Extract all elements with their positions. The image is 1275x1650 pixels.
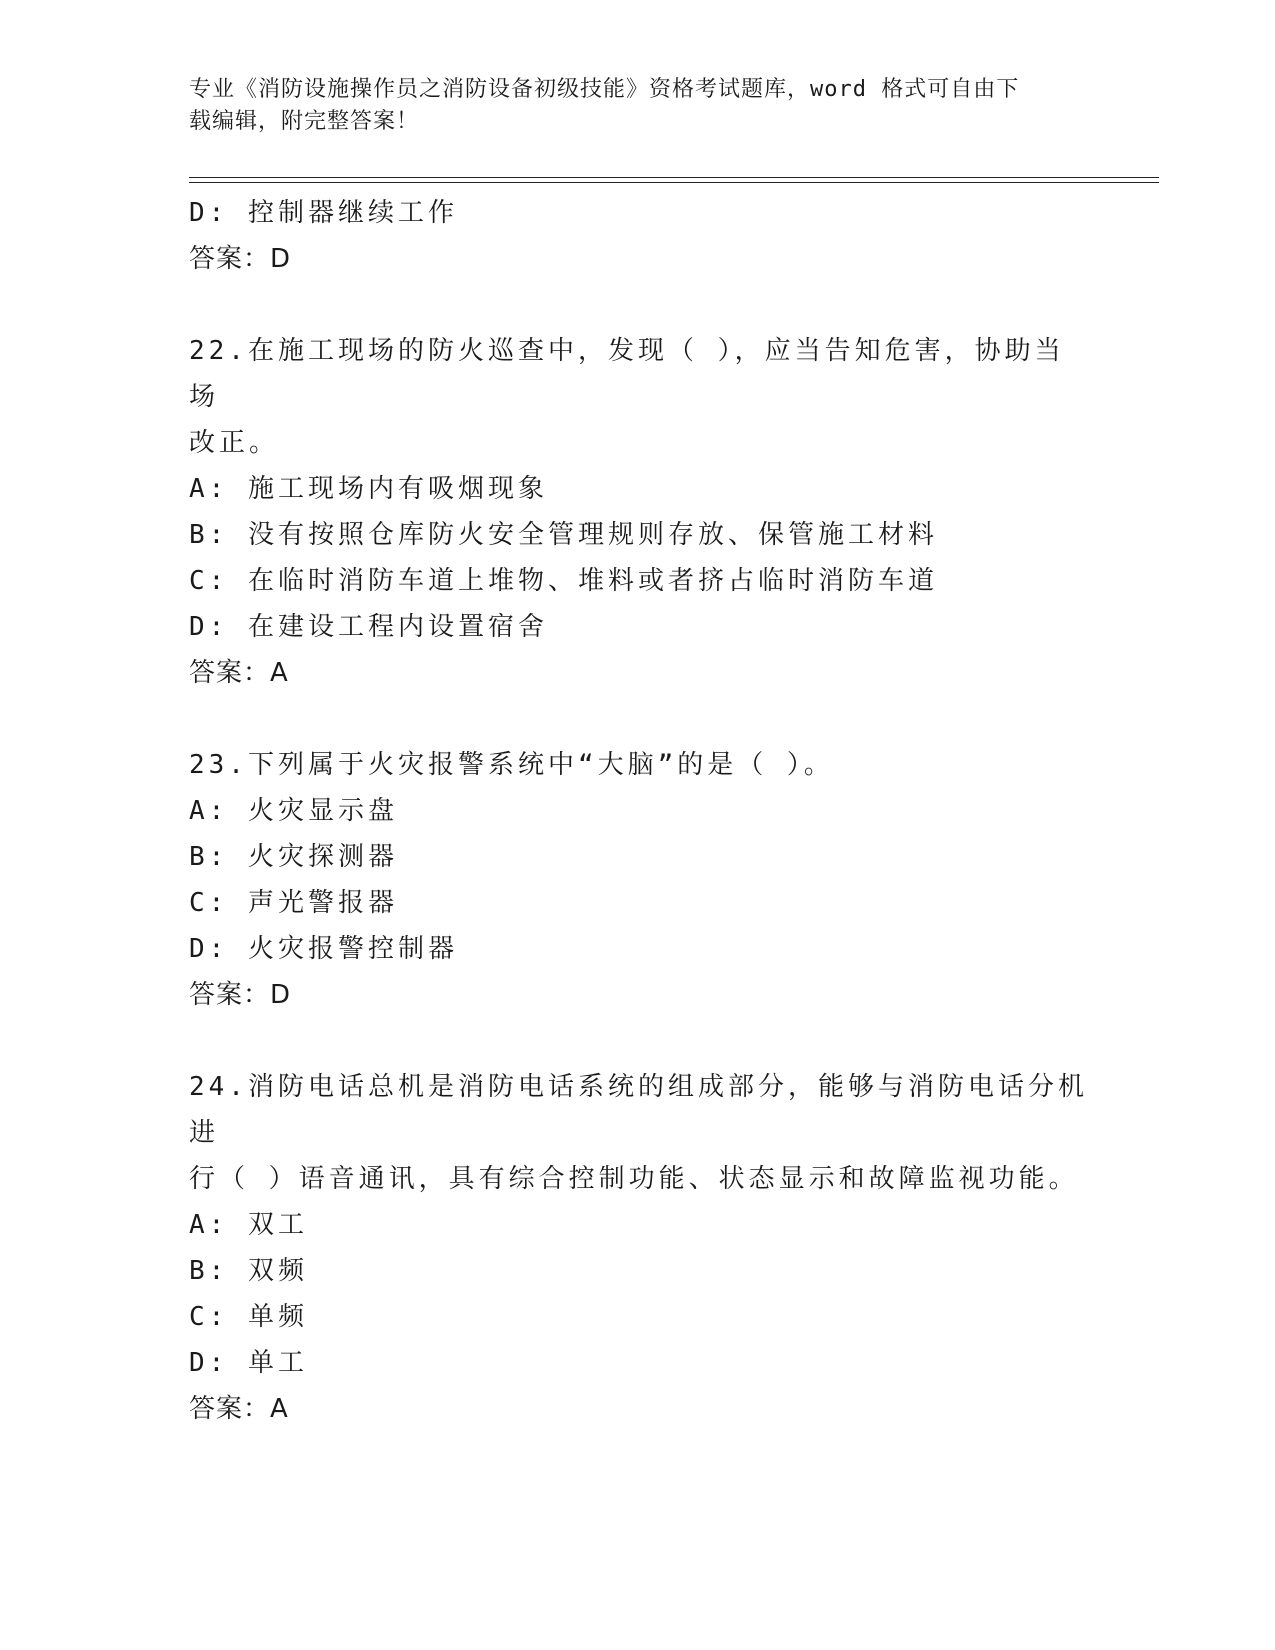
question-23-answer: 答案：D	[189, 980, 292, 1010]
question-22-option-c: C: 在临时消防车道上堆物、堆料或者挤占临时消防车道	[189, 566, 938, 596]
question-22-answer: 答案：A	[189, 658, 289, 688]
question-22-option-a: A: 施工现场内有吸烟现象	[189, 474, 548, 504]
header-line-1: 专业《消防设施操作员之消防设备初级技能》资格考试题库，word 格式可自由下	[189, 77, 1020, 102]
question-23-option-c: C: 声光警报器	[189, 888, 398, 918]
question-22-stem-line-2: 改正。	[189, 428, 280, 458]
header-line-2: 载编辑，附完整答案！	[189, 109, 420, 134]
question-24-stem-line-1: 24.消防电话总机是消防电话系统的组成部分，能够与消防电话分机进	[189, 1072, 1088, 1148]
question-24	[189, 1064, 1089, 1432]
question-22-option-d: D: 在建设工程内设置宿舍	[189, 612, 548, 642]
header-divider-bottom	[189, 182, 1159, 183]
question-24-option-b: B: 双频	[189, 1256, 308, 1286]
question-22	[189, 328, 1089, 696]
prev-option-d: D: 控制器继续工作	[189, 198, 458, 228]
header-divider-top	[189, 177, 1159, 178]
question-23-option-a: A: 火灾显示盘	[189, 796, 398, 826]
question-23-option-b: B: 火灾探测器	[189, 842, 398, 872]
prev-answer: 答案：D	[189, 244, 292, 274]
question-24-option-c: C: 单频	[189, 1302, 308, 1332]
question-24-option-a: A: 双工	[189, 1210, 308, 1240]
question-23-stem-line-1: 23.下列属于火灾报警系统中“大脑”的是（ ）。	[189, 750, 834, 780]
question-content	[189, 190, 1089, 1432]
question-23	[189, 742, 1089, 1018]
question-24-answer: 答案：A	[189, 1394, 289, 1424]
question-24-option-d: D: 单工	[189, 1348, 308, 1378]
question-24-stem-line-2: 行（ ）语音通讯，具有综合控制功能、状态显示和故障监视功能。	[189, 1164, 1079, 1194]
document-header	[189, 74, 1089, 138]
question-23-option-d: D: 火灾报警控制器	[189, 934, 458, 964]
question-22-option-b: B: 没有按照仓库防火安全管理规则存放、保管施工材料	[189, 520, 938, 550]
question-22-stem-line-1: 22.在施工现场的防火巡查中，发现（ ），应当告知危害，协助当场	[189, 336, 1065, 412]
